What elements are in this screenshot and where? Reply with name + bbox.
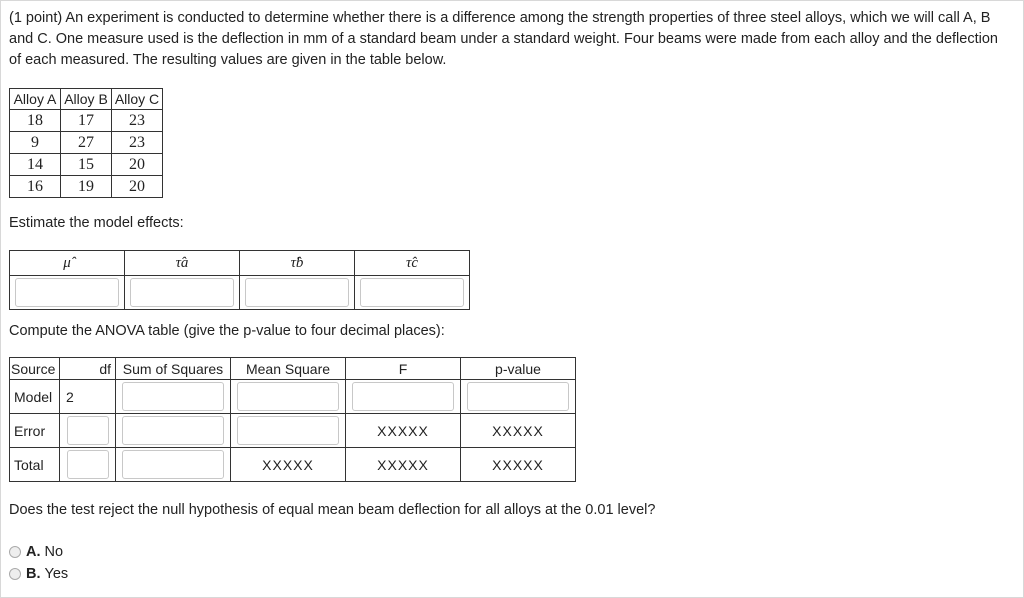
- cell: 14: [10, 154, 61, 176]
- header-f: F: [346, 358, 461, 380]
- tau-a-input[interactable]: [130, 278, 234, 307]
- cell: 27: [61, 132, 112, 154]
- radio-button[interactable]: [9, 546, 21, 558]
- tau-c-cell: [355, 276, 470, 310]
- ms-error-cell: [231, 414, 346, 448]
- df-error-cell: [60, 414, 116, 448]
- header-mu-hat: μ̂: [10, 251, 125, 276]
- source-total: Total: [10, 448, 60, 482]
- header-tau-c-hat: τ̂c: [355, 251, 470, 276]
- header-tau-a-hat: τ̂a: [125, 251, 240, 276]
- cell: 15: [61, 154, 112, 176]
- cell: 17: [61, 110, 112, 132]
- f-error-na: XXXXX: [346, 414, 461, 448]
- cell: 16: [10, 176, 61, 198]
- table-row: [10, 176, 163, 198]
- tau-c-input[interactable]: [360, 278, 464, 307]
- ss-error-input[interactable]: [122, 416, 224, 445]
- cell: 20: [112, 154, 163, 176]
- table-row: [10, 132, 163, 154]
- anova-table: [9, 357, 576, 482]
- anova-row-model: [10, 380, 576, 414]
- ss-total-input[interactable]: [122, 450, 224, 479]
- mu-hat-input[interactable]: [15, 278, 119, 307]
- f-model-cell: [346, 380, 461, 414]
- header-alloy-b: Alloy B: [61, 89, 112, 110]
- ms-error-input[interactable]: [237, 416, 339, 445]
- problem-intro: (1 point) An experiment is conducted to determine whether there is a difference among the strength properties of three steel alloys, which we will call A, B and C. One measure used is the deflection in mm of a standard beam under a standard weight. Four beams were made from each alloy and the deflection of each measured. The resulting values are given in the table below.: [9, 10, 998, 68]
- tau-a-cell: [125, 276, 240, 310]
- option-b-label: Yes: [44, 566, 69, 582]
- df-error-input[interactable]: [67, 416, 109, 445]
- cell: 20: [112, 176, 163, 198]
- data-table: [9, 88, 163, 198]
- anova-row-total: [10, 448, 576, 482]
- cell: 23: [112, 132, 163, 154]
- radio-button[interactable]: [9, 568, 21, 580]
- effects-table: [9, 250, 470, 310]
- f-total-na: XXXXX: [346, 448, 461, 482]
- option-a-letter: A.: [26, 544, 41, 560]
- table-row: [10, 110, 163, 132]
- option-a[interactable]: [9, 544, 63, 560]
- ss-model-input[interactable]: [122, 382, 224, 411]
- ms-total-na: XXXXX: [231, 448, 346, 482]
- question-text: Does the test reject the null hypothesis of equal mean beam deflection for all alloys at the 0.01 level?: [9, 502, 656, 518]
- table-row: [10, 154, 163, 176]
- source-error: Error: [10, 414, 60, 448]
- header-ss: Sum of Squares: [116, 358, 231, 380]
- pvalue-model-cell: [461, 380, 576, 414]
- anova-row-error: [10, 414, 576, 448]
- cell: 18: [10, 110, 61, 132]
- ms-model-input[interactable]: [237, 382, 339, 411]
- pvalue-total-na: XXXXX: [461, 448, 576, 482]
- ss-error-cell: [116, 414, 231, 448]
- cell: 9: [10, 132, 61, 154]
- header-pvalue: p-value: [461, 358, 576, 380]
- ms-model-cell: [231, 380, 346, 414]
- mu-cell: [10, 276, 125, 310]
- tau-b-cell: [240, 276, 355, 310]
- header-alloy-a: Alloy A: [10, 89, 61, 110]
- header-df: df: [60, 358, 116, 380]
- df-total-cell: [60, 448, 116, 482]
- pvalue-model-input[interactable]: [467, 382, 569, 411]
- ss-total-cell: [116, 448, 231, 482]
- cell: 19: [61, 176, 112, 198]
- header-ms: Mean Square: [231, 358, 346, 380]
- df-model-value: 2: [60, 380, 116, 414]
- df-total-input[interactable]: [67, 450, 109, 479]
- anova-prompt: Compute the ANOVA table (give the p-value to four decimal places):: [9, 323, 445, 339]
- ss-model-cell: [116, 380, 231, 414]
- tau-b-input[interactable]: [245, 278, 349, 307]
- source-model: Model: [10, 380, 60, 414]
- header-alloy-c: Alloy C: [112, 89, 163, 110]
- option-b[interactable]: [9, 566, 68, 582]
- option-b-letter: B.: [26, 566, 41, 582]
- cell: 23: [112, 110, 163, 132]
- header-tau-b-hat: τ̂b: [240, 251, 355, 276]
- pvalue-error-na: XXXXX: [461, 414, 576, 448]
- f-model-input[interactable]: [352, 382, 454, 411]
- option-a-label: No: [44, 544, 64, 560]
- effects-prompt: Estimate the model effects:: [9, 215, 184, 231]
- header-source: Source: [10, 358, 60, 380]
